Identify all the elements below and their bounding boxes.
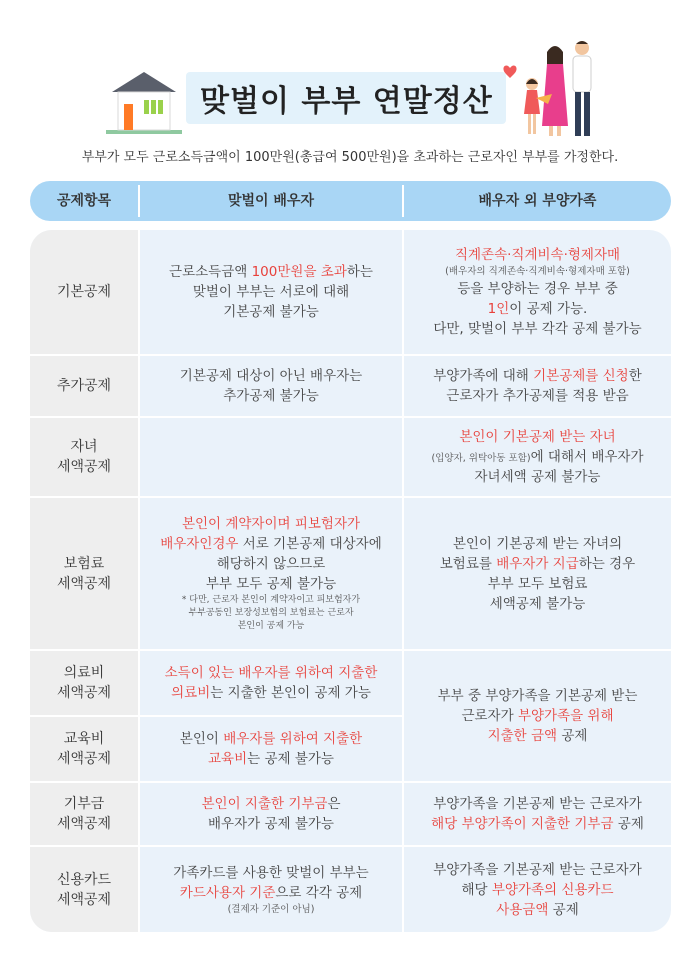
cell-medical-spouse xyxy=(140,651,402,715)
text-line xyxy=(488,726,588,746)
header-deduction-item: 공제항목 xyxy=(56,193,112,209)
row-label-insurance xyxy=(30,498,138,649)
footnote: * 다만, 근로자 본인이 계약자이고 피보험자가 xyxy=(181,595,361,605)
text-line xyxy=(180,729,362,749)
highlight-text: 부양가족의 신용카드 xyxy=(491,881,614,898)
row-label-text: 신용카드 xyxy=(56,871,112,888)
highlight-text: 사용금액 xyxy=(496,901,549,918)
text-line: 부부 중 부양가족을 기본공제 받는 xyxy=(437,688,638,704)
cell-card-dependents xyxy=(404,847,671,932)
header-working-spouse: 맞벌이 배우자 xyxy=(227,193,315,209)
row-label-text: 보험료 xyxy=(63,555,105,572)
row-label-text: 교육비 xyxy=(63,731,105,747)
row-label-text: 세액공제 xyxy=(56,816,112,832)
highlight-text: 본인이 계약자이며 피보험자가 xyxy=(181,516,361,532)
text: 하는 xyxy=(346,264,373,280)
text-line: 등을 부양하는 경우 부부 중 xyxy=(457,281,618,297)
text: 근로소득금액 xyxy=(169,264,252,280)
text-line: 부양가족을 기본공제 받는 근로자가 xyxy=(433,796,642,812)
cell-additional-spouse xyxy=(140,356,402,416)
row-label-donation xyxy=(30,783,138,845)
text-line: 기본공제 대상이 아닌 배우자는 xyxy=(179,368,363,384)
row-label-text: 추가공제 xyxy=(56,378,112,394)
text-line: 맞벌이 부부는 서로에 대해 xyxy=(192,284,350,300)
text: 은 xyxy=(327,796,341,812)
highlight-text: 기본공제를 신청 xyxy=(533,368,629,384)
cell-donation-spouse xyxy=(140,783,402,845)
text-line xyxy=(461,706,613,726)
row-label-text: 세액공제 xyxy=(56,575,112,592)
highlight-text: 카드사용자 기준 xyxy=(179,884,276,901)
cell-insurance-dependents xyxy=(404,498,671,649)
text-line xyxy=(433,366,642,386)
cell-insurance-spouse xyxy=(140,498,402,649)
text-line: 기본공제 불가능 xyxy=(223,304,319,320)
row-label-text: 기본공제 xyxy=(56,284,112,300)
text-line: 자녀세액 공제 불가능 xyxy=(474,469,601,485)
cell-child-dependents xyxy=(404,418,671,496)
text-line: 근로자가 추가공제를 적용 받음 xyxy=(446,388,629,404)
text: 공제 xyxy=(557,728,588,744)
highlight-text: 소득이 있는 배우자를 위하여 지출한 xyxy=(164,665,378,681)
header-other-dependents: 배우자 외 부양가족 xyxy=(478,193,597,209)
highlight-text: 배우자인경우 xyxy=(160,536,239,552)
text-line xyxy=(431,814,644,834)
row-label-text: 의료비 xyxy=(63,665,105,681)
text: 으로 각각 공제 xyxy=(275,884,363,901)
cell-basic-dependents xyxy=(404,230,671,354)
page-subtitle: 부부가 모두 근로소득금액이 100만원(총급여 500만원)을 초과하는 근로자인 부부를 가정한다. xyxy=(81,150,619,165)
text-line xyxy=(496,900,579,920)
highlight-text: 부양가족을 위해 xyxy=(517,708,614,724)
house-illustration xyxy=(106,70,182,136)
text-line xyxy=(169,262,373,282)
text-line xyxy=(488,299,588,319)
cell-medical-education-dependents xyxy=(404,651,671,781)
cell-donation-dependents xyxy=(404,783,671,845)
highlight-text: 본인이 기본공제 받는 자녀 xyxy=(459,429,616,445)
highlight-text: 해당 부양가족이 지출한 기부금 xyxy=(431,816,614,832)
highlight-text: 의료비 xyxy=(171,685,211,701)
text-line xyxy=(440,554,635,574)
row-label-basic xyxy=(30,230,138,354)
cell-card-spouse xyxy=(140,847,402,932)
text-line xyxy=(171,683,371,703)
text-line: 세액공제 불가능 xyxy=(489,595,586,612)
highlight-text: 100만원을 초과 xyxy=(251,264,347,280)
text-line: 부부 모두 보험료 xyxy=(487,575,588,592)
text-line: 가족카드를 사용한 맞벌이 부부는 xyxy=(173,864,369,881)
row-label-text: 세액공제 xyxy=(56,891,112,908)
small-note: (배우자의 직계존속·직계비속·형제자매 포함) xyxy=(445,266,630,277)
text-line: 추가공제 불가능 xyxy=(223,388,319,404)
comparison-table xyxy=(30,230,671,932)
text: 한 xyxy=(628,368,642,384)
text: 부양가족에 대해 xyxy=(433,368,534,384)
text: 하는 경우 xyxy=(578,555,636,572)
row-label-text: 세액공제 xyxy=(56,459,112,475)
text: 공제 xyxy=(613,816,644,832)
page-title: 맞벌이 부부 연말정산 xyxy=(200,84,493,119)
text-line: 부부 모두 공제 불가능 xyxy=(205,576,337,592)
text-line xyxy=(432,447,644,467)
text: 근로자가 xyxy=(461,708,518,724)
small-note: (입양자, 위탁아동 포함) xyxy=(431,453,531,464)
highlight-text: 직계존속·직계비속·형제자매 xyxy=(454,247,621,263)
highlight-text: 본인이 지출한 기부금 xyxy=(201,796,328,812)
row-label-child xyxy=(30,418,138,496)
cell-education-spouse xyxy=(140,717,402,781)
text: 에 대해서 배우자가 xyxy=(530,449,644,465)
row-label-education xyxy=(30,717,138,781)
row-label-text: 자녀 xyxy=(70,439,98,455)
row-label-text: 세액공제 xyxy=(56,751,112,767)
text-line xyxy=(208,749,334,769)
cell-additional-dependents xyxy=(404,356,671,416)
footnote: 부부공동인 보장성보험의 보험료는 근로자 xyxy=(188,608,354,618)
highlight-text: 배우자를 위하여 지출한 xyxy=(223,731,363,747)
highlight-text: 교육비 xyxy=(208,751,248,767)
text: 본인이 xyxy=(179,731,224,747)
row-label-text: 세액공제 xyxy=(56,685,112,701)
row-label-additional xyxy=(30,356,138,416)
text-line xyxy=(180,883,362,903)
cell-basic-spouse xyxy=(140,230,402,354)
row-label-card xyxy=(30,847,138,932)
text-line: 다만, 맞벌이 부부 각각 공제 불가능 xyxy=(433,321,642,337)
text-line xyxy=(160,534,382,554)
text-line xyxy=(202,794,341,814)
text-line: 본인이 기본공제 받는 자녀의 xyxy=(452,535,623,552)
text: 보험료를 xyxy=(439,555,497,572)
cell-child-spouse xyxy=(140,418,402,496)
text-line xyxy=(461,880,613,900)
text-line: 부양가족을 기본공제 받는 근로자가 xyxy=(433,861,642,878)
text: 는 공제 불가능 xyxy=(247,751,334,767)
footnote: 본인이 공제 가능 xyxy=(237,621,305,631)
table-header xyxy=(30,181,671,221)
text: 는 지출한 본인이 공제 가능 xyxy=(210,685,371,701)
text-line: 배우자가 공제 불가능 xyxy=(208,816,334,832)
highlight-text: 지출한 금액 xyxy=(487,728,558,744)
text: 서로 기본공제 대상자에 xyxy=(238,536,382,552)
highlight-text: 1인 xyxy=(487,301,510,317)
row-label-text: 기부금 xyxy=(63,796,105,812)
text-line: 해당하지 않으므로 xyxy=(216,556,326,572)
text: 공제 xyxy=(548,901,579,918)
small-note: (결제자 기준이 아님) xyxy=(227,903,315,915)
text: 해당 xyxy=(461,881,492,898)
text: 이 공제 가능. xyxy=(509,301,588,317)
family-illustration xyxy=(500,38,610,142)
row-label-medical xyxy=(30,651,138,715)
highlight-text: 배우자가 지급 xyxy=(496,555,579,572)
